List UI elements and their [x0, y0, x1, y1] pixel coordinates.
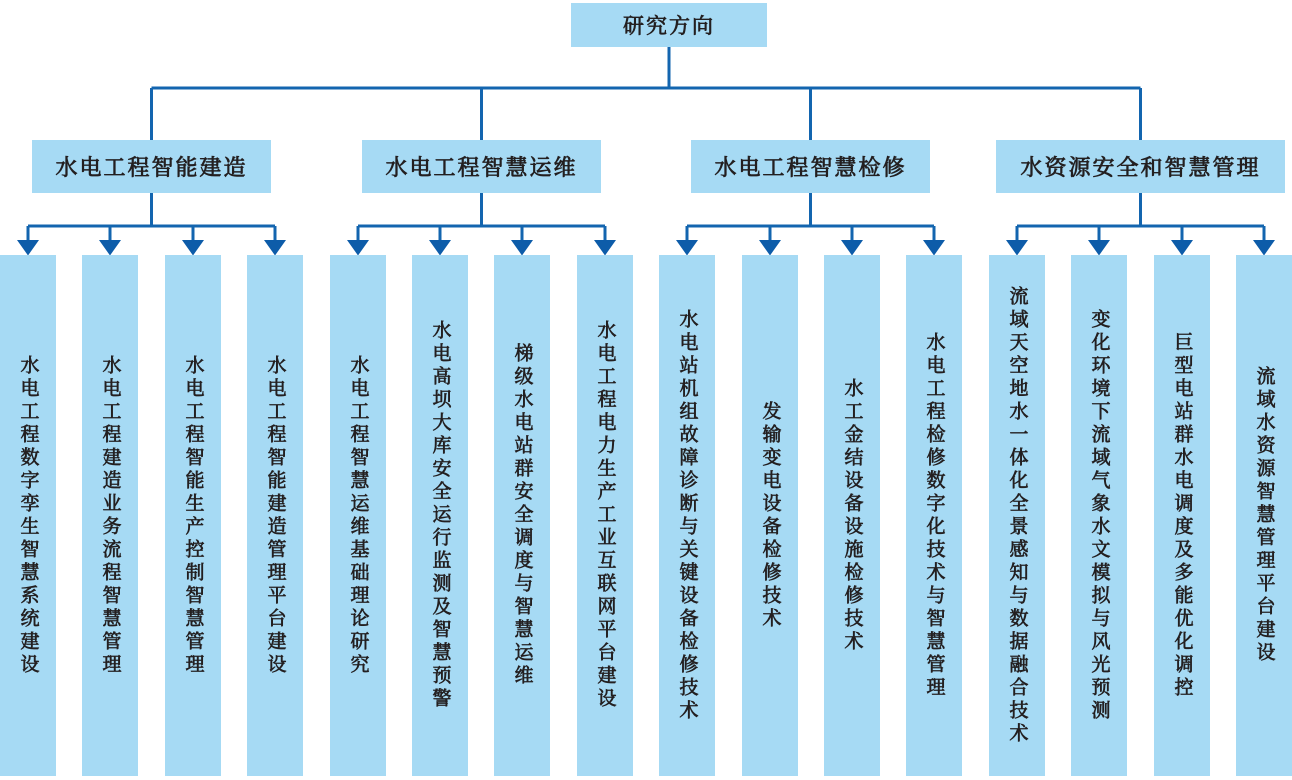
- leaf-node: [659, 255, 715, 776]
- leaf-node-label: 水工金结设备设施检修技术: [841, 377, 864, 654]
- leaf-node-label: 流域天空地水一体化全景感知与数据融合技术: [1006, 285, 1029, 746]
- group-node-label: 水电工程智慧运维: [385, 156, 578, 181]
- leaf-node: [906, 255, 962, 776]
- leaf-node: [82, 255, 138, 776]
- group-node-smart-maintenance: [691, 140, 930, 193]
- leaf-node-label: 水电工程数字孪生智慧系统建设: [17, 354, 40, 677]
- leaf-node: [577, 255, 633, 776]
- leaf-node-label: 水电工程智能建造管理平台建设: [264, 354, 287, 677]
- leaf-node-label: 水电工程智慧运维基础理论研究: [347, 354, 370, 677]
- leaf-node: [742, 255, 798, 776]
- leaf-node-label: 梯级水电站群安全调度与智慧运维: [511, 343, 534, 688]
- leaf-node-label: 流域水资源智慧管理平台建设: [1253, 366, 1276, 665]
- down-arrow-icons: [17, 240, 1275, 256]
- leaf-node: [0, 255, 56, 776]
- leaf-node: [824, 255, 880, 776]
- leaf-node: [247, 255, 303, 776]
- leaf-node: [1154, 255, 1210, 776]
- leaf-node-label: 变化环境下流域气象水文模拟与风光预测: [1088, 308, 1111, 723]
- leaf-node-label: 水电高坝大库安全运行监测及智慧预警: [429, 320, 452, 711]
- leaf-node: [330, 255, 386, 776]
- root-node-label: 研究方向: [623, 14, 715, 38]
- leaf-node: [1236, 255, 1292, 776]
- group-node-water-resources: [996, 140, 1285, 193]
- root-node: [571, 3, 767, 47]
- leaf-node: [165, 255, 221, 776]
- leaf-node: [1071, 255, 1127, 776]
- leaf-node-label: 巨型电站群水电调度及多能优化调控: [1171, 331, 1194, 700]
- leaf-node: [494, 255, 550, 776]
- group-node-label: 水电工程智慧检修: [714, 156, 907, 181]
- group-node-smart-construction: [32, 140, 271, 193]
- leaf-node-label: 水电工程智能生产控制智慧管理: [182, 354, 205, 677]
- group-node-label: 水资源安全和智慧管理: [1020, 156, 1261, 181]
- leaf-node-label: 发输变电设备检修技术: [759, 400, 782, 631]
- leaf-node-label: 水电工程检修数字化技术与智慧管理: [923, 331, 946, 700]
- group-node-smart-operation: [362, 140, 601, 193]
- leaf-node-label: 水电工程电力生产工业互联网平台建设: [594, 320, 617, 711]
- leaf-node: [989, 255, 1045, 776]
- leaf-node-label: 水电工程建造业务流程智慧管理: [99, 354, 122, 677]
- group-node-label: 水电工程智能建造: [55, 156, 248, 181]
- leaf-node: [412, 255, 468, 776]
- leaf-node-label: 水电站机组故障诊断与关键设备检修技术: [676, 308, 699, 723]
